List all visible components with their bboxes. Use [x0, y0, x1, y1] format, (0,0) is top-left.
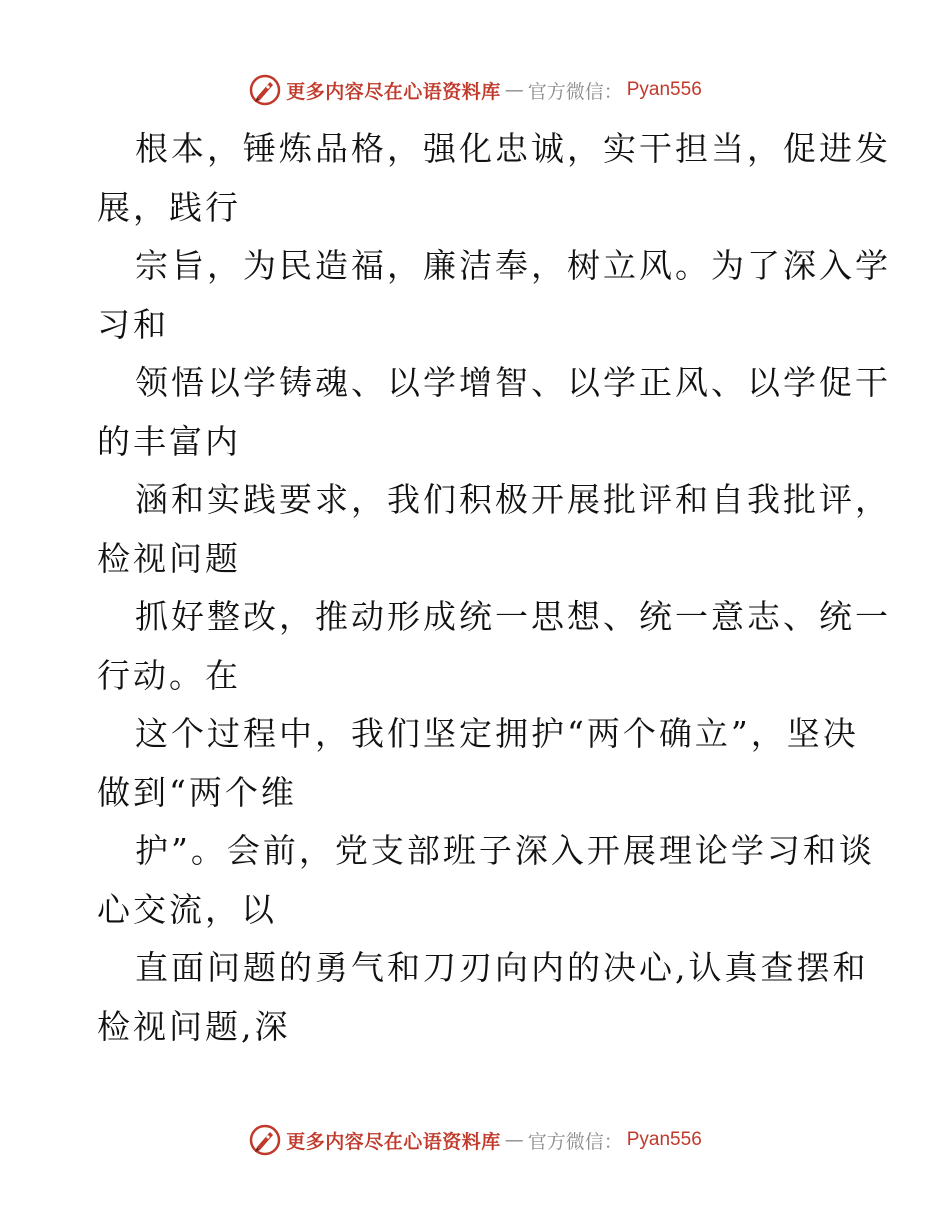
header-banner-dash: —	[504, 79, 524, 101]
header-banner-content	[248, 73, 702, 107]
header-banner-wechat: 官方微信：	[527, 80, 623, 103]
text-line: 这个过程中，我们坚定拥护“两个确立”，坚决	[135, 714, 859, 753]
text-line: 涵和实践要求，我们积极开展批评和自我批评，	[135, 480, 891, 519]
text-line: 直面问题的勇气和刀刃向内的决心,认真查摆和	[135, 948, 869, 987]
text-line: 做到“两个维	[97, 772, 297, 812]
footer-banner-wechat: 官方微信：	[527, 1130, 623, 1153]
header-banner-id: Pyan556	[626, 79, 702, 100]
text-line: 领悟以学铸魂、以学增智、以学正风、以学促干	[135, 363, 891, 402]
text-line: 检视问题	[97, 538, 241, 578]
text-line: 护”。会前，党支部班子深入开展理论学习和谈	[135, 831, 875, 870]
text-line: 行动。在	[97, 655, 241, 695]
footer-banner-dash: —	[504, 1129, 524, 1151]
text-line: 习和	[97, 304, 169, 344]
document-body	[97, 120, 891, 1056]
text-line: 心交流，以	[97, 889, 277, 929]
footer-banner-title: 更多内容尽在心语资料库	[286, 1130, 501, 1153]
text-line: 根本，锤炼品格，强化忠诚，实干担当，促进发	[135, 129, 891, 168]
footer-banner	[0, 1120, 950, 1160]
pen-nib-logo-icon	[248, 73, 282, 107]
header-banner-title: 更多内容尽在心语资料库	[286, 80, 501, 103]
footer-banner-id: Pyan556	[626, 1129, 702, 1150]
text-line: 检视问题,深	[97, 1006, 291, 1046]
text-line: 展，践行	[97, 187, 241, 227]
text-line: 宗旨，为民造福，廉洁奉，树立风。为了深入学	[135, 246, 891, 285]
pen-nib-logo-icon	[248, 1123, 282, 1157]
footer-banner-content	[248, 1123, 702, 1157]
text-line: 抓好整改，推动形成统一思想、统一意志、统一	[135, 597, 891, 636]
header-banner	[0, 70, 950, 110]
text-line: 的丰富内	[97, 421, 241, 461]
